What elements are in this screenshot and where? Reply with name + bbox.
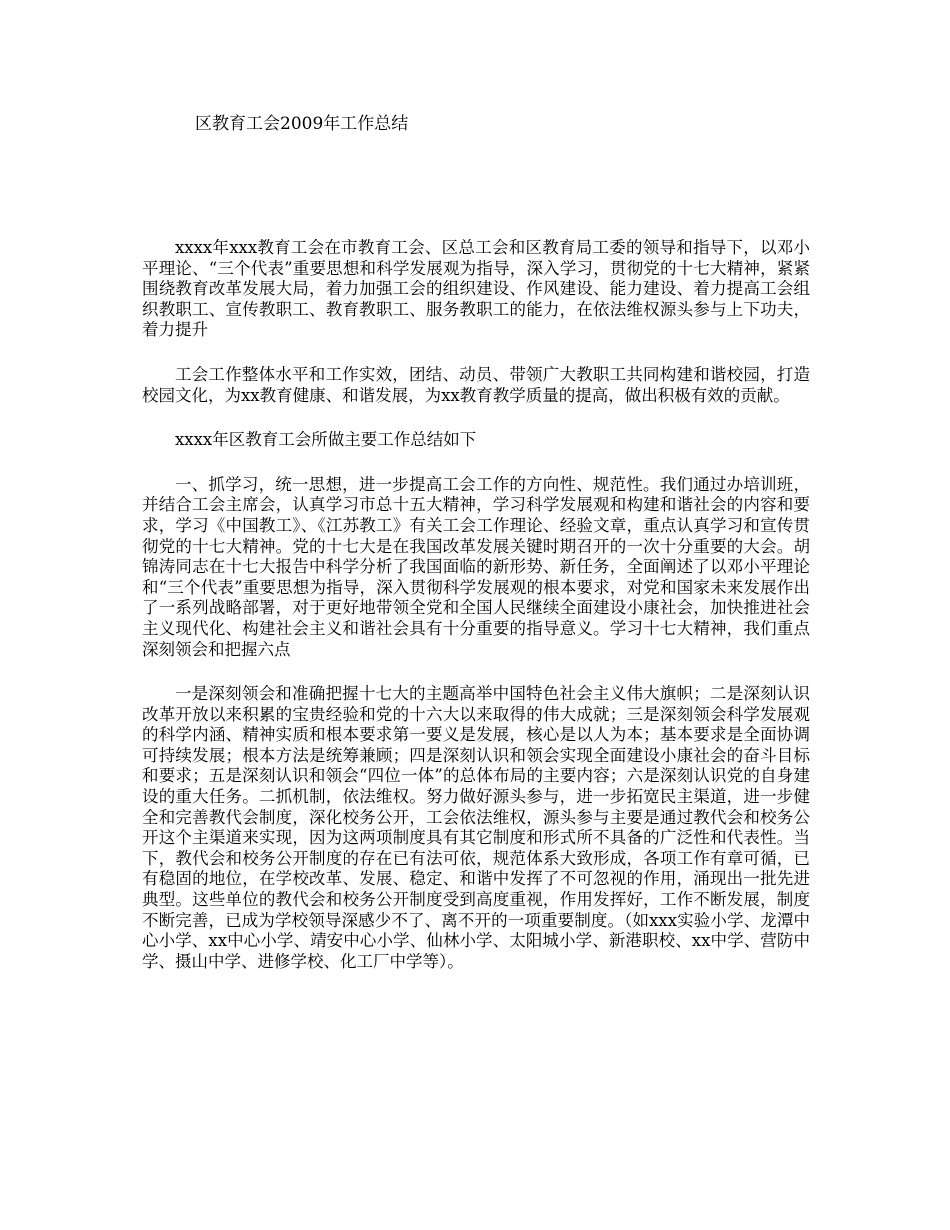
paragraph: xxxx年xxx教育工会在市教育工会、区总工会和区教育局工委的领导和指导下，以邓小平理论、“三个代表”重要思想和科学发展观为指导，深入学习，贯彻党的十七大精神，紧紧围绕教育改革发展大局，着力加强工会的组织建设、作风建设、能力建设、着力提高工会组织教职工、宣传教职工、教育教职工、服务教职工的能力，在依法维权源头参与上下功夫，着力提升: [142, 238, 810, 340]
paragraph: 一、抓学习，统一思想，进一步提高工会工作的方向性、规范性。我们通过办培训班，并结合工会主席会，认真学习市总十五大精神，学习科学发展观和构建和谐社会的内容和要求，学习《中国教工》、《江苏教工》有关工会工作理论、经验文章，重点认真学习和宣传贯彻党的十七大精神。党的十七大是在我国改革发展关键时期召开的一次十分重要的大会。胡锦涛同志在十七大报告中科学分析了我国面临的新形势、新任务，全面阐述了以邓小平理论和“三个代表”重要思想为指导，深入贯彻科学发展观的根本要求，对党和国家未来发展作出了一系列战略部署，对于更好地带领全党和全国人民继续全面建设小康社会，加快推进社会主义现代化、构建社会主义和谐社会具有十分重要的指导意义。学习十七大精神，我们重点深刻领会和把握六点: [142, 474, 810, 659]
document-body: [142, 238, 810, 996]
paragraph: 工会工作整体水平和工作实效，团结、动员、带领广大教职工共同构建和谐校园，打造校园文化，为xx教育健康、和谐发展，为xx教育教学质量的提高，做出积极有效的贡献。: [142, 364, 810, 405]
paragraph: xxxx年区教育工会所做主要工作总结如下: [175, 430, 477, 450]
paragraph: 一是深刻领会和准确把握十七大的主题高举中国特色社会主义伟大旗帜；二是深刻认识改革开放以来积累的宝贵经验和党的十六大以来取得的伟大成就；三是深刻领会科学发展观的科学内涵、精神实质和根本要求第一要义是发展，核心是以人为本；基本要求是全面协调可持续发展；根本方法是统筹兼顾；四是深刻认识和领会实现全面建设小康社会的奋斗目标和要求；五是深刻认识和领会“四位一体”的总体布局的主要内容；六是深刻认识党的自身建设的重大任务。二抓机制，依法维权。努力做好源头参与，进一步拓宽民主渠道，进一步健全和完善教代会制度，深化校务公开，工会依法维权，源头参与主要是通过教代会和校务公开这个主渠道来实现，因为这两项制度具有其它制度和形式所不具备的广泛性和代表性。当下，教代会和校务公开制度的存在已有法可依，规范体系大致形成，各项工作有章可循，已有稳固的地位，在学校改革、发展、稳定、和谐中发挥了不可忽视的作用，涌现出一批先进典型。这些单位的教代会和校务公开制度受到高度重视，作用发挥好，工作不断发展，制度不断完善，已成为学校领导深感少不了、离不开的一项重要制度。（如xxx实验小学、龙潭中心小学、xx中心小学、靖安中心小学、仙林小学、太阳城小学、新港职校、xx中学、营防中学、摄山中学、进修学校、化工厂中学等）。: [142, 684, 810, 971]
document-title: 区教育工会2009年工作总结: [195, 114, 409, 134]
